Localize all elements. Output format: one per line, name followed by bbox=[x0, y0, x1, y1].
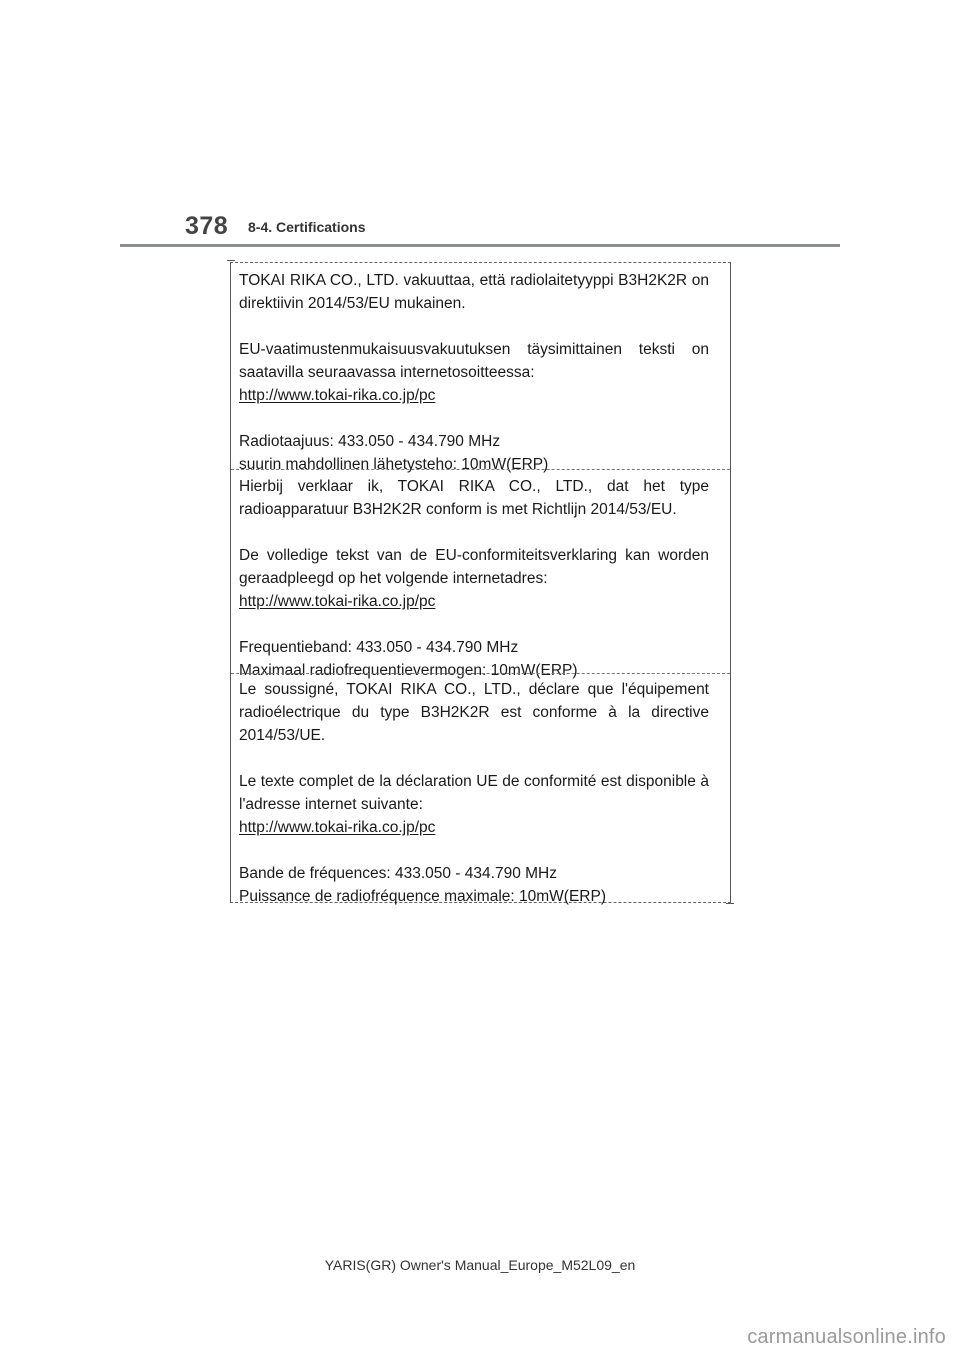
declaration-line: radioélectrique du type B3H2K2R est conforme à la directive bbox=[239, 704, 709, 721]
declaration-line: direktiivin 2014/53/EU mukainen. bbox=[239, 295, 466, 312]
page-number: 378 bbox=[185, 212, 229, 240]
fulltext-line: EU-vaatimustenmukaisuusvakuutuksen täysimittainen teksti on bbox=[239, 341, 709, 358]
declaration-line: radioapparatuur B3H2K2R conform is met Richtlijn 2014/53/EU. bbox=[239, 501, 677, 518]
section-divider bbox=[231, 469, 730, 470]
declaration-url-link[interactable]: http://www.tokai-rika.co.jp/pc bbox=[239, 593, 436, 610]
power-text: Puissance de radiofréquence maximale: 10mW(ERP) bbox=[239, 888, 606, 905]
frequency-text: Frequentieband: 433.050 - 434.790 MHz bbox=[239, 639, 519, 656]
fulltext-line: geraadpleegd op het volgende internetadres: bbox=[239, 570, 548, 587]
declaration-line: TOKAI RIKA CO., LTD. vakuuttaa, että radiolaitetyyppi B3H2K2R on bbox=[239, 272, 709, 289]
header-rule bbox=[120, 244, 840, 247]
declaration-line: 2014/53/UE. bbox=[239, 727, 326, 744]
watermark-text: carmanualsonline.info bbox=[747, 1326, 946, 1348]
page-header bbox=[0, 0, 960, 250]
fulltext-line: De volledige tekst van de EU-conformiteitsverklaring kan worden bbox=[239, 547, 709, 564]
declaration-line: Le soussigné, TOKAI RIKA CO., LTD., déclare que l'équipement bbox=[239, 681, 709, 698]
certification-french bbox=[239, 678, 709, 908]
declaration-url-link[interactable]: http://www.tokai-rika.co.jp/pc bbox=[239, 387, 436, 404]
frequency-text: Radiotaajuus: 433.050 - 434.790 MHz bbox=[239, 433, 501, 450]
power-text: Maximaal radiofrequentievermogen: 10mW(ERP) bbox=[239, 662, 578, 679]
corner-tick bbox=[726, 903, 734, 904]
fulltext-line: saatavilla seuraavassa internetosoitteessa: bbox=[239, 364, 535, 381]
corner-tick bbox=[227, 260, 235, 261]
certification-finnish bbox=[239, 269, 709, 476]
section-divider bbox=[231, 673, 730, 674]
certification-box bbox=[230, 262, 731, 903]
certification-dutch bbox=[239, 475, 709, 682]
frequency-text: Bande de fréquences: 433.050 - 434.790 MHz bbox=[239, 865, 557, 882]
declaration-url-link[interactable]: http://www.tokai-rika.co.jp/pc bbox=[239, 819, 436, 836]
manual-footer: YARIS(GR) Owner's Manual_Europe_M52L09_en bbox=[324, 1257, 636, 1273]
section-title: 8-4. Certifications bbox=[248, 219, 366, 235]
fulltext-line: l'adresse internet suivante: bbox=[239, 796, 423, 813]
declaration-line: Hierbij verklaar ik, TOKAI RIKA CO., LTD., dat het type bbox=[239, 478, 709, 495]
power-text: suurin mahdollinen lähetysteho: 10mW(ERP) bbox=[239, 456, 549, 473]
fulltext-line: Le texte complet de la déclaration UE de conformité est disponible à bbox=[239, 773, 709, 790]
